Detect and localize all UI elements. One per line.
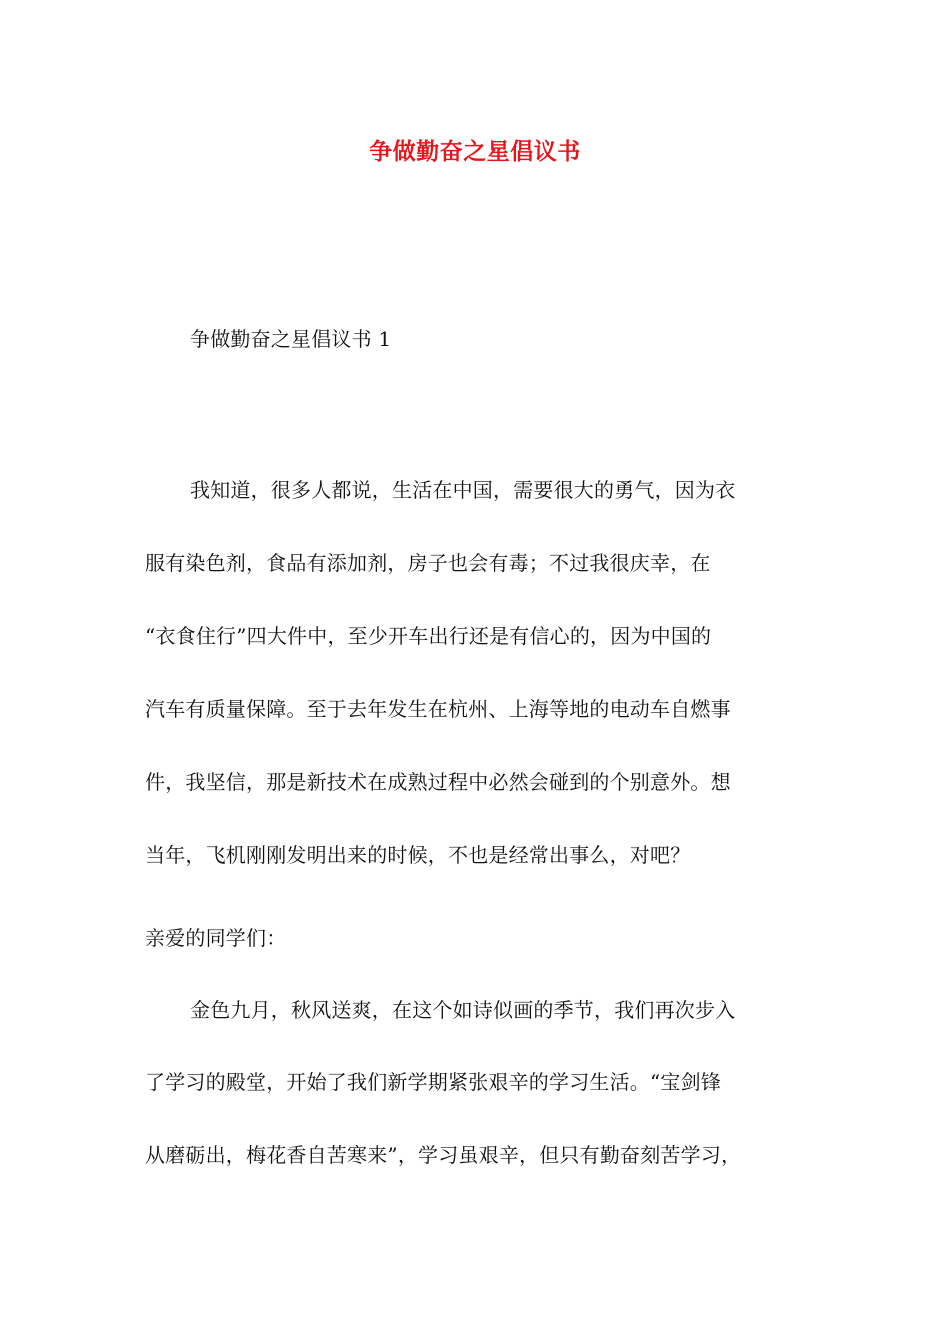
document-title: 争做勤奋之星倡议书 [369, 138, 581, 165]
paragraph-line: 金色九月，秋风送爽，在这个如诗似画的季节，我们再次步入 [190, 998, 736, 1022]
paragraph-line: 服有染色剂，食品有添加剂，房子也会有毒；不过我很庆幸，在 [145, 551, 711, 575]
paragraph-line: 件，我坚信，那是新技术在成熟过程中必然会碰到的个别意外。想 [145, 770, 731, 794]
paragraph-line: 从磨砺出，梅花香自苦寒来”，学习虽艰辛，但只有勤奋刻苦学习， [145, 1143, 742, 1167]
section-heading: 争做勤奋之星倡议书 1 [190, 327, 392, 351]
paragraph-line: 了学习的殿堂，开始了我们新学期紧张艰辛的学习生活。“宝剑锋 [145, 1070, 722, 1094]
paragraph-line: 我知道，很多人都说，生活在中国，需要很大的勇气，因为衣 [190, 478, 736, 502]
salutation: 亲爱的同学们： [145, 926, 287, 950]
paragraph-line: 当年，飞机刚刚发明出来的时候，不也是经常出事么，对吧？ [145, 843, 691, 867]
paragraph-line: “衣食住行”四大件中，至少开车出行还是有信心的，因为中国的 [145, 624, 712, 648]
paragraph-line: 汽车有质量保障。至于去年发生在杭州、上海等地的电动车自燃事 [145, 697, 731, 721]
